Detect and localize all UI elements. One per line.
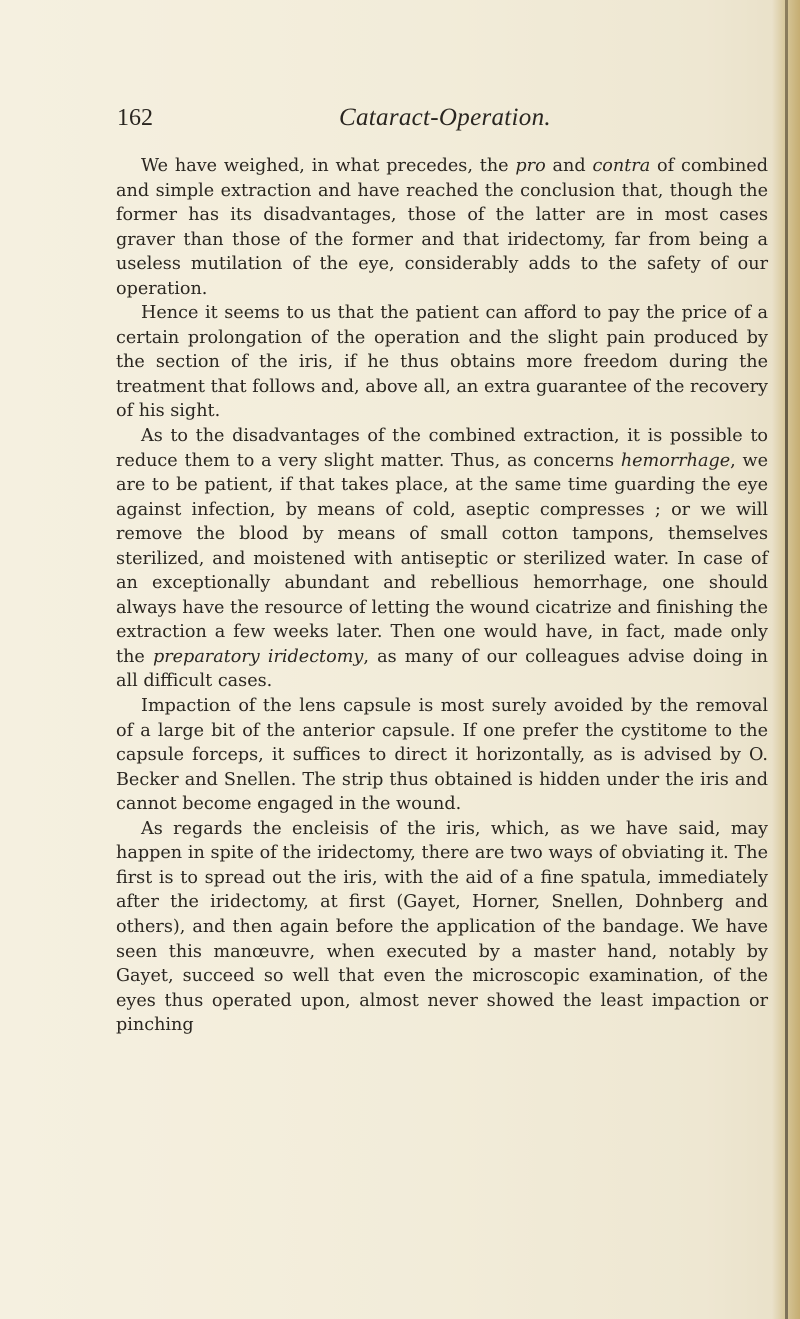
text-run: As regards the encleisis of the iris, which, as we have said, may happen in spite of the iridectomy, there are two ways of obviating it. The first is to spread out the iris, with the aid of a fine spatula, immediately after the iridectomy, at first (Gayet, Horner, Snellen, Dohnberg and others), and then again before the application of the bandage. We have seen this manœuvre, when executed by a master hand, notably by Gayet, succeed so well that even the microscopic examination, of the eyes thus operated upon, almost never showed the least impaction or pinching bbox=[116, 818, 768, 1036]
italic-term: pro bbox=[515, 156, 546, 176]
text-run: Hence it seems to us that the patient can afford to pay the price of a certain prolongation of the operation and the slight pain produced by the section of the iris, if he thus obtains more freedom during the treatment that follows and, above all, an extra guarantee of the recovery of his sight. bbox=[116, 303, 768, 422]
page-edge-line bbox=[785, 0, 788, 1319]
italic-term: contra bbox=[592, 156, 651, 176]
text-run: As to the disadvantages of the combined extraction, it is possible to reduce them to a very slight matter. Thus, as concerns bbox=[116, 426, 768, 471]
page-number: 162 bbox=[117, 105, 153, 131]
running-title: Cataract-Operation. bbox=[339, 104, 551, 131]
paragraph bbox=[116, 301, 768, 424]
paragraph bbox=[116, 817, 768, 1038]
body-text bbox=[116, 154, 768, 1038]
text-run: Impaction of the lens capsule is most surely avoided by the removal of a large bit of the anterior capsule. If one prefer the cystitome to the capsule forceps, it suffices to direct it horizontally, as is advised by O. Becker and Snellen. The strip thus obtained is hidden under the iris and cannot become engaged in the wound. bbox=[116, 696, 768, 815]
paragraph bbox=[116, 424, 768, 694]
page-header bbox=[0, 98, 800, 138]
text-run: , as many of our colleagues advise doing in all difficult cases. bbox=[116, 646, 768, 692]
text-run: , we are to be patient, if that takes place, at the same time guarding the eye against infection, by means of cold, aseptic compresses ; or we will remove the blood by means of small cotton tampons, themselves sterilized, and moistened with antiseptic or sterilized water. In case of an exceptionally abundant and rebellious hemorrhage, one should always have the resource of letting the wound cicatrize and finishing the extraction a few weeks later. Then one would have, in fact, made only the bbox=[116, 450, 768, 667]
text-run: and bbox=[545, 156, 593, 176]
text-run: We have weighed, in what precedes, the bbox=[141, 156, 516, 176]
paragraph bbox=[116, 694, 768, 817]
text-run: of combined and simple extraction and have reached the conclusion that, though the former has its disadvantages, those of the latter are in most cases graver than those of the former and that iridectomy, far from being a useless mutilation of the eye, considerably adds to the safety of our operation. bbox=[116, 156, 768, 299]
paragraph bbox=[116, 154, 768, 301]
italic-term: preparatory iridectomy bbox=[152, 646, 364, 667]
italic-term: hemorrhage bbox=[620, 450, 731, 471]
